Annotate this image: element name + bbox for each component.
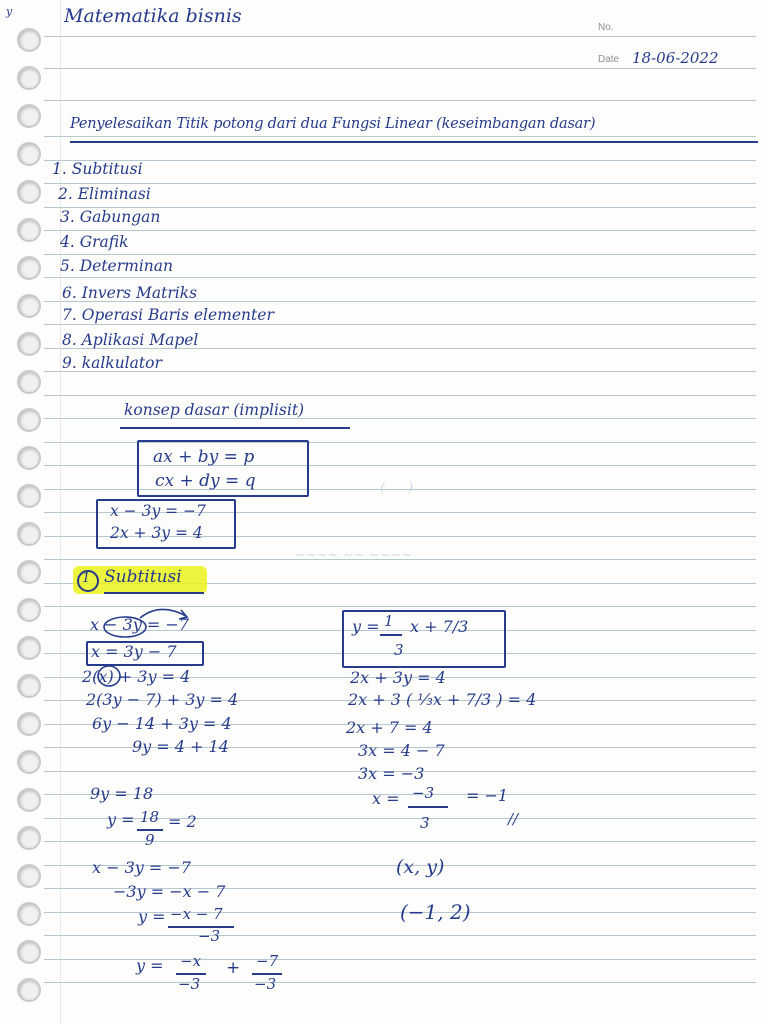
binder-hole bbox=[17, 256, 41, 280]
intersection-point: (−1, 2) bbox=[400, 900, 471, 924]
step-right-6-lhs: x = bbox=[372, 789, 400, 808]
method-item: 2. Eliminasi bbox=[58, 185, 151, 203]
step-right-4: 3x = 4 − 7 bbox=[358, 741, 445, 760]
show-through-text: ( ) bbox=[380, 480, 414, 496]
binder-hole bbox=[17, 598, 41, 622]
step-left-8-lhs: y = bbox=[107, 810, 135, 829]
step-right-2: 2x + 3 ( ⅓x + 7/3 ) = 4 bbox=[348, 690, 537, 709]
step-left-7: 9y = 18 bbox=[90, 784, 154, 803]
example-equation-2: 2x + 3y = 4 bbox=[110, 524, 203, 542]
step-right-6-rhs: = −1 bbox=[466, 786, 509, 805]
method-item: 9. kalkulator bbox=[62, 354, 162, 372]
binder-hole bbox=[17, 864, 41, 888]
step-right-3: 2x + 7 = 4 bbox=[346, 718, 433, 737]
result-y-lhs: y = bbox=[352, 617, 380, 636]
corner-mark: y bbox=[6, 5, 13, 18]
ruled-line bbox=[44, 277, 756, 278]
ruled-line bbox=[44, 36, 756, 37]
step-right-5: 3x = −3 bbox=[358, 764, 425, 783]
step-right-6-denominator: 3 bbox=[420, 814, 430, 832]
ruled-line bbox=[44, 136, 756, 137]
binder-hole bbox=[17, 66, 41, 90]
binder-hole bbox=[17, 218, 41, 242]
step-left-5: 6y − 14 + 3y = 4 bbox=[92, 714, 232, 733]
no-label: No. bbox=[598, 22, 614, 33]
step-left-3: 2(x) + 3y = 4 bbox=[82, 667, 191, 686]
ruled-line bbox=[44, 395, 756, 396]
ruled-line bbox=[44, 230, 756, 231]
step-left-6: 9y = 4 + 14 bbox=[132, 737, 229, 756]
result-y-numerator: 1 bbox=[384, 612, 394, 630]
step-left-11-numerator: −x − 7 bbox=[170, 905, 223, 923]
result-y-denominator: 3 bbox=[394, 641, 404, 659]
step-right-6-numerator: −3 bbox=[412, 784, 435, 802]
method-item: 3. Gabungan bbox=[60, 208, 161, 226]
section-title: Subtitusi bbox=[104, 567, 182, 587]
step-left-12-lhs: y = bbox=[136, 956, 164, 975]
ruled-line bbox=[44, 100, 756, 101]
ruled-line bbox=[44, 935, 756, 936]
step-left-11-lhs: y = bbox=[138, 907, 166, 926]
binder-hole bbox=[17, 940, 41, 964]
binder-hole bbox=[17, 522, 41, 546]
date-label: Date bbox=[598, 54, 620, 65]
binder-hole bbox=[17, 484, 41, 508]
ruled-line bbox=[44, 183, 756, 184]
step-left-8-rhs: = 2 bbox=[168, 812, 197, 831]
method-item: 7. Operasi Baris elementer bbox=[62, 306, 274, 324]
step-left-10: −3y = −x − 7 bbox=[113, 882, 226, 901]
coordinate-label: (x, y) bbox=[396, 856, 445, 878]
result-y-rest: x + 7/3 bbox=[410, 617, 469, 636]
binder-hole bbox=[17, 408, 41, 432]
binder-hole bbox=[17, 180, 41, 204]
general-equation-2: cx + dy = q bbox=[155, 471, 256, 491]
binder-hole bbox=[17, 826, 41, 850]
step-left-12-denominator-1: −3 bbox=[178, 975, 201, 993]
binder-hole bbox=[17, 902, 41, 926]
ruled-line bbox=[44, 160, 756, 161]
binder-hole bbox=[17, 28, 41, 52]
date-value: 18-06-2022 bbox=[632, 49, 719, 67]
section-underline bbox=[104, 592, 204, 594]
ruled-line bbox=[44, 982, 756, 983]
fraction-bar bbox=[408, 806, 448, 808]
binder-hole bbox=[17, 636, 41, 660]
step-left-9: x − 3y = −7 bbox=[92, 858, 191, 877]
step-left-2: x = 3y − 7 bbox=[91, 642, 177, 661]
method-item: 8. Aplikasi Mapel bbox=[62, 331, 199, 349]
method-item: 1. Subtitusi bbox=[52, 160, 143, 178]
binder-hole bbox=[17, 446, 41, 470]
example-equation-1: x − 3y = −7 bbox=[110, 502, 206, 520]
concept-title: konsep dasar (implisit) bbox=[124, 401, 305, 419]
binder-hole bbox=[17, 674, 41, 698]
ruled-line bbox=[44, 254, 756, 255]
method-item: 4. Grafik bbox=[60, 233, 129, 251]
binder-hole bbox=[17, 712, 41, 736]
step-left-8-numerator: 18 bbox=[140, 808, 160, 826]
method-item: 6. Invers Matriks bbox=[62, 284, 198, 302]
notebook-title: Matematika bisnis bbox=[64, 5, 242, 27]
section-number: 1 bbox=[82, 571, 91, 586]
binder-hole bbox=[17, 142, 41, 166]
step-left-12-numerator-1: −x bbox=[180, 952, 202, 970]
topic-heading: Penyelesaikan Titik potong dari dua Fungsi Linear (keseimbangan dasar) bbox=[70, 116, 596, 132]
step-left-8-denominator: 9 bbox=[145, 831, 155, 849]
fraction-bar bbox=[380, 634, 402, 636]
step-left-1: x − 3y = −7 bbox=[90, 615, 189, 634]
binder-hole bbox=[17, 104, 41, 128]
binder-hole bbox=[17, 750, 41, 774]
margin-line bbox=[60, 0, 61, 1024]
binder-hole bbox=[17, 788, 41, 812]
step-left-12-numerator-2: −7 bbox=[256, 952, 279, 970]
binder-hole bbox=[17, 560, 41, 584]
step-left-11-denominator: −3 bbox=[198, 927, 221, 945]
step-left-12-plus: + bbox=[226, 958, 241, 978]
answer-mark: // bbox=[508, 810, 519, 828]
show-through-text: ~~~~ ~~ ~~~~ bbox=[295, 548, 413, 563]
step-right-1: 2x + 3y = 4 bbox=[350, 668, 446, 687]
binder-hole bbox=[17, 332, 41, 356]
binder-hole bbox=[17, 294, 41, 318]
topic-underline bbox=[70, 141, 758, 143]
ruled-line bbox=[44, 68, 756, 69]
step-left-4: 2(3y − 7) + 3y = 4 bbox=[86, 690, 239, 709]
method-item: 5. Determinan bbox=[60, 257, 173, 275]
concept-underline bbox=[120, 427, 350, 429]
ruled-line bbox=[44, 324, 756, 325]
general-equation-1: ax + by = p bbox=[153, 447, 255, 467]
binder-hole bbox=[17, 978, 41, 1002]
step-left-12-denominator-2: −3 bbox=[254, 975, 277, 993]
binder-hole bbox=[17, 370, 41, 394]
